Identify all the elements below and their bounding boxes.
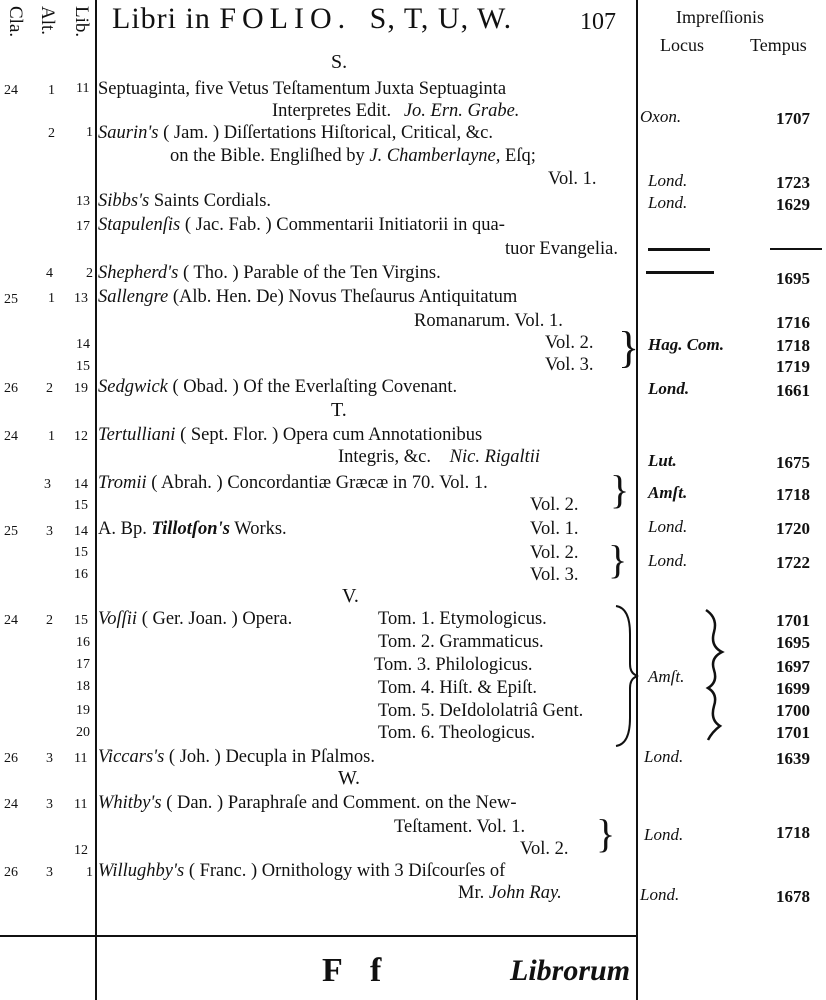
translator-name: J. Chamberlayne,: [369, 146, 501, 166]
lib-number: 13: [74, 291, 88, 306]
cla-number: 26: [4, 751, 18, 766]
volume-label: Vol. 2.: [530, 543, 579, 563]
author-name: Viccars's: [98, 747, 165, 767]
entry-text: Integris, &c.: [338, 447, 431, 467]
locus-header: Locus: [660, 35, 704, 55]
year-text: 1718: [776, 336, 810, 355]
lib-number: 16: [76, 635, 90, 650]
place-text: Lond.: [648, 171, 688, 190]
alt-number: 3: [46, 751, 53, 766]
author-name: Stapulenſis: [98, 215, 181, 235]
year-text: 1701: [776, 723, 810, 742]
section-heading-t: T.: [331, 399, 347, 421]
year-text: 1718: [776, 823, 810, 842]
lib-number: 15: [74, 498, 88, 513]
entry-sallengre-line2: Romanarum. Vol. 1.: [414, 311, 563, 331]
alt-number: 1: [48, 429, 55, 444]
lib-number: 14: [74, 524, 88, 539]
entry-stapulensis-line2: tuor Evangelia.: [505, 239, 619, 259]
author-name: Sedgwick: [98, 377, 168, 397]
author-name: Tromii: [98, 473, 147, 493]
place-text: Hag. Com.: [648, 335, 725, 354]
lib-number: 16: [74, 567, 88, 582]
author-name: Tertulliani: [98, 425, 176, 445]
year-text: 1695: [776, 633, 810, 652]
year-text: 1678: [776, 887, 810, 906]
lib-number: 13: [76, 194, 90, 209]
entry-septuaginta-line2: [272, 102, 519, 121]
author-name: Whitby's: [98, 793, 162, 813]
entry-text: Works.: [234, 519, 287, 539]
entry-text: Mr.: [458, 883, 485, 903]
volume-brace: }: [610, 467, 630, 512]
entry-sibbs: [98, 192, 271, 211]
alt-number: 2: [48, 126, 55, 141]
lib-number: 19: [74, 381, 88, 396]
lib-number: 11: [76, 81, 90, 96]
lib-number: 2: [86, 266, 93, 281]
alt-number: 1: [48, 291, 55, 306]
author-name: Shepherd's: [98, 263, 179, 283]
catchword: Librorum: [510, 954, 631, 987]
entry-text: Eſq;: [505, 146, 536, 166]
author-name: Tillotſon's: [151, 519, 230, 539]
author-name: Voſſii: [98, 609, 138, 629]
editor-name: Nic. Rigaltii: [449, 447, 541, 467]
volume-label: Vol. 3.: [530, 565, 579, 585]
column-header-cla: Cla.: [5, 6, 26, 38]
entry-tertulliani-line2: [338, 448, 540, 467]
cla-number: 4: [46, 266, 53, 281]
place-text: Lond.: [644, 747, 684, 766]
volume-brace: }: [608, 537, 628, 582]
page-title: [112, 4, 512, 34]
place-text: Lond.: [640, 885, 680, 904]
year-text: 1701: [776, 611, 810, 630]
entry-text: ( Obad. ) Of the Everlaſting Covenant.: [172, 377, 458, 397]
alt-number: 2: [46, 381, 53, 396]
place-text: Lond.: [648, 379, 690, 398]
volume-label: Vol. 1.: [548, 169, 597, 189]
lib-number: 17: [76, 657, 90, 672]
page-number: 107: [580, 9, 616, 35]
lib-number: 15: [74, 545, 88, 560]
lib-number: 1: [86, 865, 93, 880]
cla-number: 24: [4, 83, 18, 98]
entry-whitby-line1: [98, 794, 517, 813]
alt-number: 1: [48, 83, 55, 98]
tome-brace: [612, 604, 640, 748]
year-text: 1722: [776, 553, 810, 572]
column-header-lib: Lib.: [71, 6, 92, 38]
entry-text: Interpretes Edit.: [272, 101, 392, 121]
lib-number: 20: [76, 725, 90, 740]
year-text: 1719: [776, 357, 810, 376]
left-column-rule: [95, 0, 97, 1000]
lib-number: 12: [74, 843, 88, 858]
entry-text: ( Dan. ) Paraphraſe and Comment. on the New-: [166, 793, 517, 813]
volume-brace: }: [596, 811, 616, 856]
year-text: 1718: [776, 485, 810, 504]
editor-name: Jo. Ern. Grabe.: [403, 101, 520, 121]
year-text: 1720: [776, 519, 810, 538]
tempus-header: Tempus: [750, 35, 807, 55]
entry-text: on the Bible. Engliſhed by: [170, 146, 365, 166]
entry-text: ( Franc. ) Ornithology with 3 Diſcourſes of: [188, 861, 506, 881]
author-name: Saurin's: [98, 123, 159, 143]
title-letters: S, T, U, W.: [369, 2, 513, 35]
tome-item: Tom. 5. DeIdololatriâ Gent.: [378, 701, 584, 721]
tome-item: Tom. 6. Theologicus.: [378, 723, 536, 743]
entry-text: ( Jam. ) Diſſertations Hiſtorical, Critical, &c.: [163, 123, 493, 143]
cla-number: 26: [4, 865, 18, 880]
lib-number: 1: [86, 125, 93, 140]
alt-number: 3: [46, 524, 53, 539]
entry-vossii: [98, 610, 292, 629]
cla-number: 25: [4, 292, 18, 307]
year-text: 1661: [776, 381, 810, 400]
year-text: 1639: [776, 749, 810, 768]
entry-willughby-line2: [458, 884, 562, 903]
entry-sallengre-line1: [98, 288, 517, 307]
stapulensis-tempus-rule: [770, 248, 822, 250]
entry-text: ( Tho. ) Parable of the Ten Virgins.: [182, 263, 441, 283]
entry-willughby-line1: [98, 862, 505, 881]
lib-number: 11: [74, 797, 88, 812]
signature-mark: F f: [322, 952, 392, 989]
volume-label: Vol. 1.: [530, 519, 579, 539]
title-main: FOLIO.: [219, 2, 352, 35]
cla-number: 24: [4, 429, 18, 444]
cla-number: 3: [44, 477, 51, 492]
entry-saurin-line2: [170, 147, 536, 166]
place-text: Lond.: [648, 193, 688, 212]
tome-item: Tom. 2. Grammaticus.: [378, 632, 544, 652]
place-text: Oxon.: [640, 107, 682, 126]
stapulensis-locus-rule: [648, 248, 710, 251]
lib-number: 17: [76, 219, 90, 234]
alt-number: 3: [46, 865, 53, 880]
entry-text: ( Abrah. ) Concordantiæ Græcæ in 70. Vol. 1.: [151, 473, 488, 493]
tome-item: Tom. 3. Philologicus.: [374, 655, 533, 675]
entry-whitby-line2: Teſtament. Vol. 1.: [394, 817, 526, 837]
cla-number: 24: [4, 613, 18, 628]
entry-tillotson: [98, 520, 287, 539]
entry-text: Saints Cordials.: [153, 191, 272, 211]
entry-shepherd: [98, 264, 441, 283]
entry-text: ( Joh. ) Decupla in Pſalmos.: [168, 747, 375, 767]
entry-text: ( Sept. Flor. ) Opera cum Annotationibus: [180, 425, 483, 445]
lib-number: 14: [74, 477, 88, 492]
year-text: 1699: [776, 679, 810, 698]
lib-number: 15: [74, 613, 88, 628]
volume-brace: }: [618, 323, 640, 372]
year-text: 1695: [776, 269, 810, 288]
year-text: 1697: [776, 657, 810, 676]
volume-label: Vol. 2.: [530, 495, 579, 515]
entry-saurin-line1: [98, 124, 493, 143]
entry-text: A. Bp.: [98, 519, 147, 539]
title-prefix: Libri in: [112, 2, 211, 35]
year-text: 1723: [776, 173, 810, 192]
footer-rule: [0, 935, 636, 937]
entry-text: (Alb. Hen. De) Novus Theſaurus Antiquitatum: [172, 287, 518, 307]
shepherd-locus-rule: [646, 271, 714, 274]
place-text: Lond.: [644, 825, 684, 844]
cla-number: 26: [4, 381, 18, 396]
year-text: 1707: [776, 109, 810, 128]
entry-sedgwick: [98, 378, 457, 397]
entry-septuaginta-line1: Septuaginta, five Vetus Teſtamentum Juxta Septuaginta: [98, 79, 507, 99]
volume-label: Vol. 2.: [520, 839, 569, 859]
lib-number: 14: [76, 337, 90, 352]
place-text: Amſt.: [648, 483, 688, 502]
entry-tromii-line1: [98, 474, 488, 493]
year-text: 1675: [776, 453, 810, 472]
tome-item: Tom. 1. Etymologicus.: [378, 609, 547, 629]
lib-number: 11: [74, 751, 88, 766]
volume-label: Vol. 2.: [545, 333, 594, 353]
impressionis-header: Impreſſionis: [676, 7, 764, 27]
place-text: Lond.: [648, 551, 688, 570]
section-heading-w: W.: [338, 767, 361, 789]
year-brace: [702, 608, 726, 742]
entry-text: ( Jac. Fab. ) Commentarii Initiatorii in qua-: [184, 215, 505, 235]
alt-number: 3: [46, 797, 53, 812]
entry-stapulensis-line1: [98, 216, 505, 235]
lib-number: 15: [76, 359, 90, 374]
section-heading-s: S.: [331, 51, 348, 73]
entry-text: ( Ger. Joan. ) Opera.: [141, 609, 293, 629]
year-text: 1716: [776, 313, 810, 332]
alt-number: 2: [46, 613, 53, 628]
cla-number: 24: [4, 797, 18, 812]
author-name: Willughby's: [98, 861, 185, 881]
place-text: Lond.: [648, 517, 688, 536]
entry-tertulliani-line1: [98, 426, 482, 445]
entry-viccars: [98, 748, 375, 767]
place-text: Amſt.: [648, 667, 685, 686]
lib-number: 18: [76, 679, 90, 694]
lib-number: 19: [76, 703, 90, 718]
author-name: Sibbs's: [98, 191, 150, 211]
volume-label: Vol. 3.: [545, 355, 594, 375]
lib-number: 12: [74, 429, 88, 444]
right-column-rule: [636, 0, 638, 1000]
author-name: John Ray.: [488, 883, 562, 903]
tome-item: Tom. 4. Hiſt. & Epiſt.: [378, 678, 538, 698]
year-text: 1700: [776, 701, 810, 720]
place-text: Lut.: [648, 451, 677, 470]
cla-number: 25: [4, 524, 18, 539]
section-heading-v: V.: [342, 585, 359, 607]
column-header-alt: Alt.: [37, 6, 58, 36]
year-text: 1629: [776, 195, 810, 214]
author-name: Sallengre: [98, 287, 169, 307]
